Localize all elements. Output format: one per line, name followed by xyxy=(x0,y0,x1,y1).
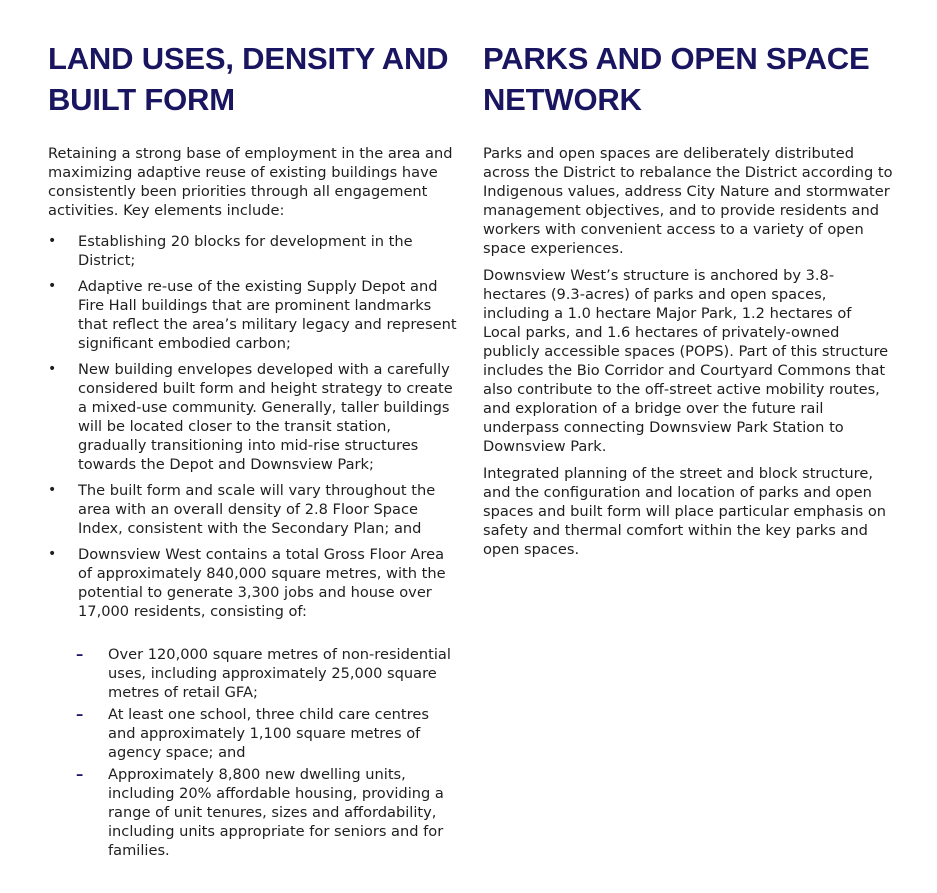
parks-paragraph-3: Integrated planning of the street and block structure, and the configuration and location of parks and open spaces and built form will place particular emphasis on safety and thermal comfort within the key parks and open spaces. xyxy=(483,465,887,558)
bullet-icon: • xyxy=(48,361,57,377)
list-item: – Approximately 8,800 new dwelling units, including 20% affordable housing, providing a range of unit tenures, sizes and affordability, including units appropriate for seniors and for families. xyxy=(76,766,444,859)
parks-heading: PARKS AND OPEN SPACE NETWORK xyxy=(483,41,870,117)
key-elements-list xyxy=(48,232,458,621)
list-item: – Over 120,000 square metres of non-residential uses, including approximately 25,000 square metres of retail GFA; xyxy=(76,646,451,701)
list-item: • The built form and scale will vary throughout the area with an overall density of 2.8 Floor Space Index, consistent with the Secondary Plan; and xyxy=(48,482,436,537)
land-uses-heading: LAND USES, DENSITY AND BUILT FORM xyxy=(48,41,449,117)
right-column xyxy=(483,0,893,559)
bullet-icon: • xyxy=(48,233,57,249)
bullet-icon: • xyxy=(48,546,57,562)
list-item: • Establishing 20 blocks for development in the District; xyxy=(48,233,413,269)
dash-icon: – xyxy=(76,706,84,723)
left-column xyxy=(48,0,458,863)
list-item: – At least one school, three child care centres and approximately 1,100 square metres of agency space; and xyxy=(76,706,429,761)
dash-icon: – xyxy=(76,766,84,783)
list-item: • Adaptive re-use of the existing Supply Depot and Fire Hall buildings that are prominent landmarks that reflect the area’s military legacy and represent significant embodied carbon; xyxy=(48,278,457,352)
land-uses-intro: Retaining a strong base of employment in the area and maximizing adaptive reuse of existing buildings have consistently been priorities through all engagement activities. Key elements include: xyxy=(48,145,453,219)
list-item: • New building envelopes developed with a carefully considered built form and height strategy to create a mixed-use community. Generally, taller buildings will be located closer to the transit station, gradually transitioning into mid-rise structures towards the Depot and Downsview Park; xyxy=(48,361,453,473)
bullet-icon: • xyxy=(48,278,57,294)
parks-paragraph-1: Parks and open spaces are deliberately distributed across the District to rebalance the District according to Indigenous values, address City Nature and stormwater management objectives, and to provide residents and workers with convenient access to a variety of open space experiences. xyxy=(483,145,893,257)
list-item: • Downsview West contains a total Gross Floor Area of approximately 840,000 square metres, with the potential to generate 3,300 jobs and house over 17,000 residents, consisting of: xyxy=(48,546,446,620)
parks-paragraph-2: Downsview West’s structure is anchored by 3.8-hectares (9.3-acres) of parks and open spaces, including a 1.0 hectare Major Park, 1.2 hectares of Local parks, and 1.6 hectares of privately-owned publicly accessible spaces (POPS). Part of this structure includes the Bio Corridor and Courtyard Commons that also contribute to the off-street active mobility routes, and exploration of a bridge over the future rail underpass connecting Downsview Park Station to Downsview Park. xyxy=(483,267,889,455)
bullet-icon: • xyxy=(48,482,57,498)
dash-icon: – xyxy=(76,646,84,663)
gfa-breakdown-list xyxy=(48,645,458,860)
